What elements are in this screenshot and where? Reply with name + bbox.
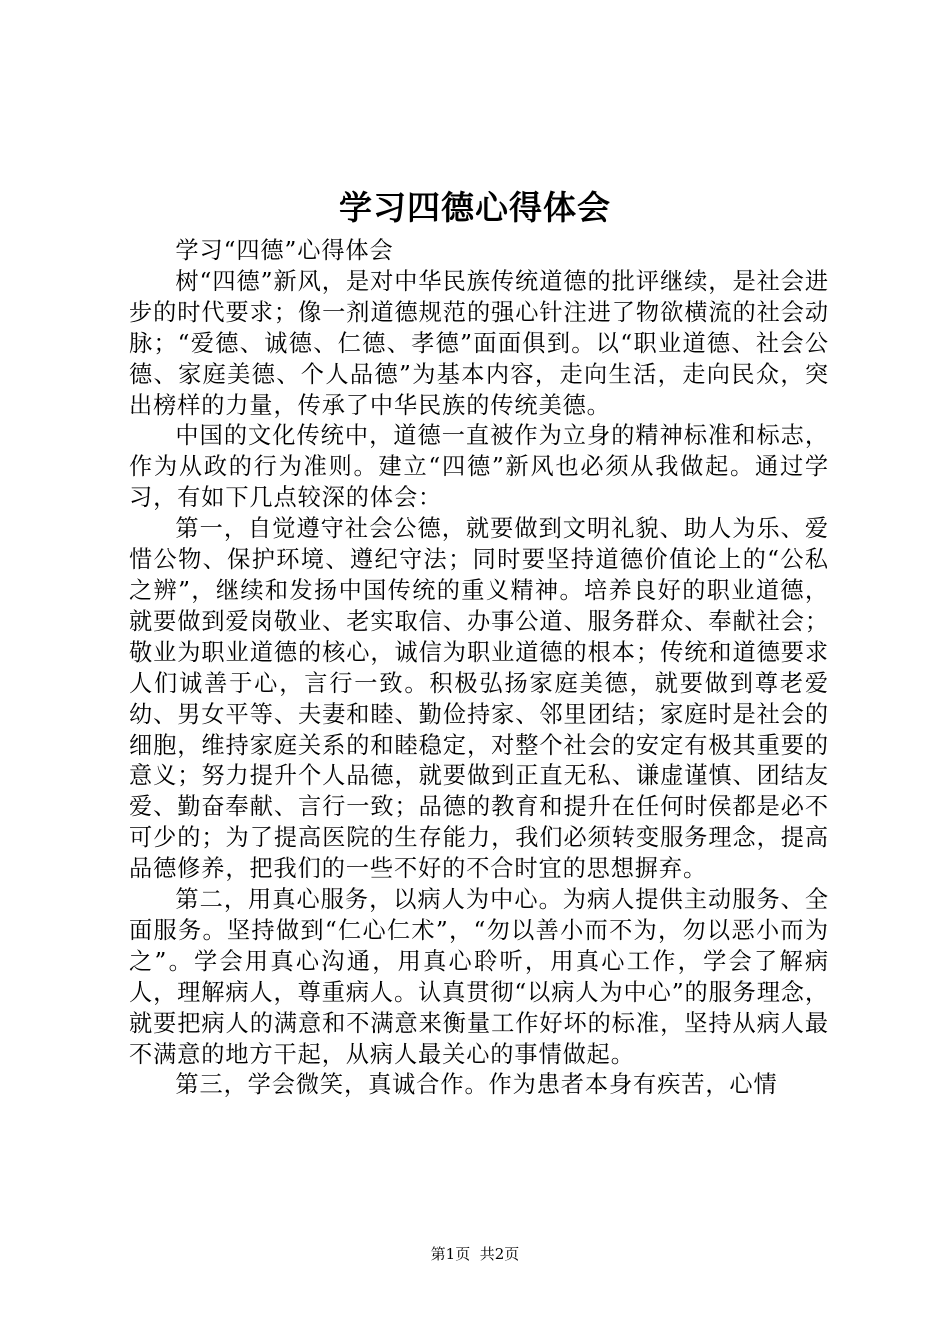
footer-separator — [470, 1245, 480, 1263]
page-total: 共2页 — [479, 1245, 520, 1263]
document-title: 学习四德心得体会 — [339, 188, 611, 227]
body-paragraph: 第一，自觉遵守社会公德，就要做到文明礼貌、助人为乐、爱惜公物、保护环境、遵纪守法；同时要坚持道德价值论上的“公私之辨”，继续和发扬中国传统的重义精神。培养良好的职业道德，就要做到爱岗敬业、老实取信、办事公道、服务群众、奉献社会；敬业为职业道德的核心，诚信为职业道德的根本；传统和道德要求人们诚善于心，言行一致。积极弘扬家庭美德，就要做到尊老爱幼、男女平等、夫妻和睦、勤俭持家、邻里团结；家庭时是社会的细胞，维持家庭关系的和睦稳定，对整个社会的安定有极其重要的意义；努力提升个人品德，就要做到正直无私、谦虚谨慎、团结友爱、勤奋奉献、言行一致；品德的教育和提升在任何时侯都是必不可少的；为了提高医院的生存能力，我们必须转变服务理念，提高品德修养，把我们的一些不好的不合时宜的思想摒弃。 — [129, 515, 829, 883]
body-paragraph: 第二，用真心服务，以病人为中心。为病人提供主动服务、全面服务。坚持做到“仁心仁术”，“勿以善小而不为，勿以恶小而为之”。学会用真心沟通，用真心聆听，用真心工作，学会了解病人，理解病人，尊重病人。认真贯彻“以病人为中心”的服务理念，就要把病人的满意和不满意来衡量工作好坏的标准，坚持从病人最不满意的地方干起，从病人最关心的事情做起。 — [129, 886, 829, 1068]
page-number: 第1页 — [430, 1245, 471, 1263]
subtitle-paragraph: 学习“四德”心得体会 — [175, 237, 394, 264]
page-footer — [0, 1242, 950, 1266]
body-paragraph: 第三，学会微笑，真诚合作。作为患者本身有疾苦，心情 — [175, 1071, 778, 1099]
document-body — [129, 236, 829, 1101]
body-paragraph: 中国的文化传统中，道德一直被作为立身的精神标准和标志，作为从政的行为准则。建立“四德”新风也必须从我做起。通过学习，有如下几点较深的体会： — [129, 422, 829, 512]
body-paragraph: 树“四德”新风，是对中华民族传统道德的批评继续，是社会进步的时代要求；像一剂道德规范的强心针注进了物欲横流的社会动脉；“爱德、诚德、仁德、孝德”面面俱到。以“职业道德、社会公德、家庭美德、个人品德”为基本内容，走向生活，走向民众，突出榜样的力量，传承了中华民族的传统美德。 — [129, 267, 829, 419]
